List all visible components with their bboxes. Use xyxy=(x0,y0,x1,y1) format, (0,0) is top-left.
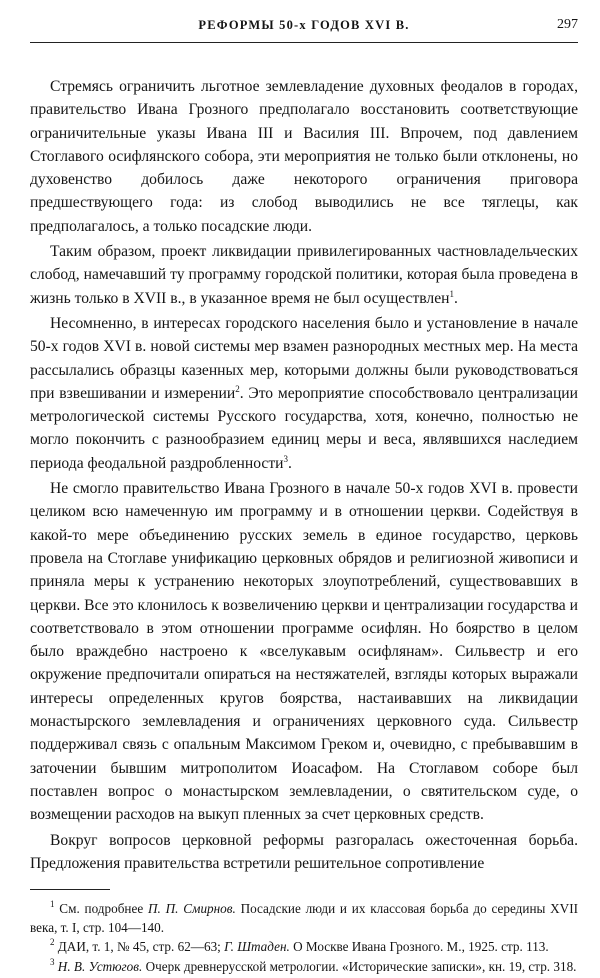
footnote-text: ДАИ, т. 1, № 45, стр. 62—63; xyxy=(54,939,225,955)
paragraph xyxy=(30,240,578,310)
footnote-divider xyxy=(30,889,110,890)
paragraph xyxy=(30,477,578,826)
footnote-ref: 2 xyxy=(235,383,240,394)
paragraph-text-tail: . Это мероприятие способствовало централизации метрологической системы Русского государства, хотя, конечно, полностью не могло покончить с разнообразием единиц меры и веса, являвшихся наследием периода феодальной раздробленности xyxy=(30,384,578,472)
paragraph-text: Таким образом, проект ликвидации привилегированных частновладельческих слобод, намечавший ту программу городской политики, которая была проведена в жизнь только в XVII в., в указанное время не был осуществлен xyxy=(30,243,578,307)
footnote-mark: 1 xyxy=(50,899,55,910)
page-number: 297 xyxy=(557,17,578,32)
footnote-author: П. П. Смирнов. xyxy=(147,901,236,917)
footnote xyxy=(30,938,578,957)
footnote-text: См. подробнее xyxy=(54,901,148,917)
paragraph-text: Вокруг вопросов церковной реформы разгоралась ожесточенная борьба. Предложения правительства встретили решительное сопротивление xyxy=(30,831,578,872)
paragraph xyxy=(30,75,578,238)
main-text xyxy=(30,75,578,875)
footnote-mark: 2 xyxy=(50,937,55,948)
footnote xyxy=(30,958,578,977)
footnote-mark: 3 xyxy=(50,956,55,967)
paragraph xyxy=(30,829,578,876)
page-header xyxy=(30,16,578,43)
footnote-text: Очерк древнерусской метрологии. «Исторические записки», кн. 19, стр. 318. xyxy=(142,958,577,974)
footnote-text: О Москве Ивана Грозного. М., 1925. стр. 113. xyxy=(289,939,549,955)
footnotes xyxy=(30,900,578,976)
footnote-text: Посадские люди и их классовая борьба до середины XVII века, т. I, стр. 104—140. xyxy=(30,901,578,935)
running-title: РЕФОРМЫ 50-х ГОДОВ XVI В. xyxy=(198,18,410,32)
footnote-author: Г. Штаден. xyxy=(224,939,290,955)
paragraph-text-tail: . xyxy=(453,289,458,307)
footnote-ref: 1 xyxy=(449,288,454,299)
footnote-ref: 3 xyxy=(283,453,288,464)
paragraph-text-tail: . xyxy=(287,454,292,472)
paragraph xyxy=(30,312,578,475)
paragraph-text: Не смогло правительство Ивана Грозного в начале 50-х годов XVI в. провести целиком всю намеченную им программу и в отношении церкви. Содействуя в какой-то мере объединению русских земель в единое государство, церковь провела на Стоглаве унификацию церковных обрядов и религиозной живописи и приняла меры к устранению некоторых злоупотреблений, существовавших в церкви. Все это клонилось к возвеличению церкви и централизации государства и соответствовало в этом отношении программе осифлян. Но боярство в целом было враждебно настроено к «вселукавым осифлянам». Сильвестр и его окружение предпочитали опираться на нестяжателей, взгляды которых выражали интересы определенных кругов боярства, настаивавших на ликвидации монастырского землевладения и ограничениях церковного суда. Сильвестр поддерживал связь с опальным Максимом Греком и, очевидно, с пребывавшим в заточении бывшим митрополитом Иоасафом. На Стоглавом соборе был поставлен вопрос о монастырском землевладении, о святительском суде, о возмещении расходов на выкуп пленных за счет церковных средств. xyxy=(30,480,578,824)
footnote-author: Н. В. Устюгов. xyxy=(57,958,143,974)
paragraph-text: Несомненно, в интересах городского населения было и установление в начале 50-х годов XVI в. новой системы мер взамен разнородных местных мер. На места рассылались образцы казенных мер, которыми должны были руководствоваться при взвешивании и измерении xyxy=(30,314,578,402)
footnote xyxy=(30,900,578,937)
paragraph-text: Стремясь ограничить льготное землевладение духовных феодалов в городах, правительство Ивана Грозного предполагало восстановить соответствующие ограничительные указы Ивана III и Василия III. Впрочем, под давлением Стоглавого осифлянского собора, эти мероприятия не только были отклонены, но духовенство добилось даже некоторого ограничения приговора предшествующего года: из слобод выводились не все тяглецы, как предполагалось, а только посадские люди. xyxy=(30,78,578,235)
